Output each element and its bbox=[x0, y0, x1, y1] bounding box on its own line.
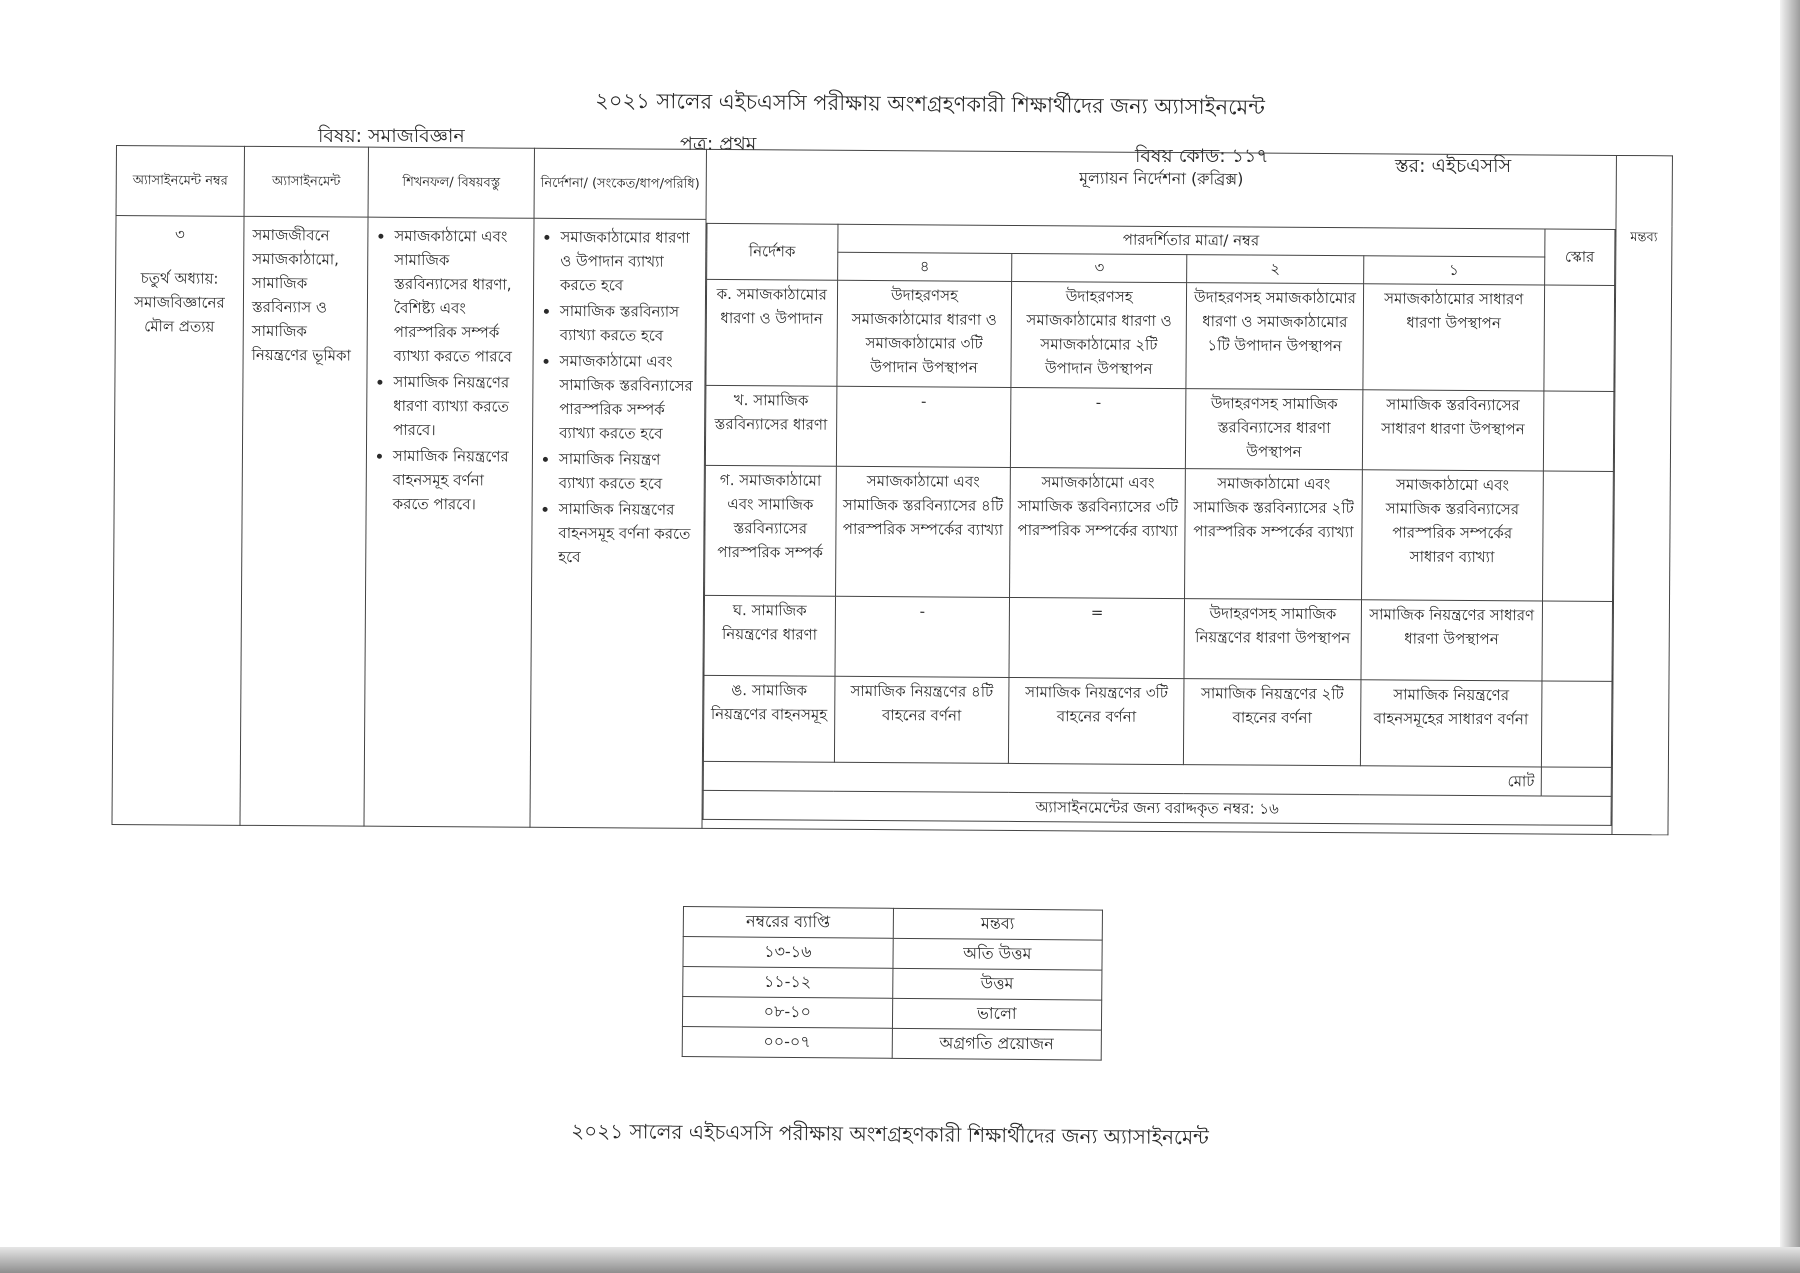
rubric-total-label: মোট bbox=[703, 761, 1541, 796]
rubric-row bbox=[705, 465, 1614, 601]
header-instructions: নির্দেশনা/ (সংকেত/ধাপ/পরিধি) bbox=[534, 148, 706, 219]
range-comment-header: মন্তব্য bbox=[893, 908, 1103, 940]
rubric-score-cell bbox=[1542, 471, 1613, 601]
page-edge-shadow bbox=[1780, 0, 1800, 1273]
rubric-level-3: ৩ bbox=[1012, 253, 1187, 282]
rubric-cell: সামাজিক নিয়ন্ত্রণের ২টি বাহনের বর্ণনা bbox=[1184, 679, 1361, 766]
rubric-cell: সামাজিক নিয়ন্ত্রণের সাধারণ ধারণা উপস্থাপন bbox=[1361, 600, 1542, 681]
rubric-cell: সমাজকাঠামো এবং সামাজিক স্তরবিন্যাসের ২টি পারস্পরিক সম্পর্কের ব্যাখ্যা bbox=[1185, 469, 1363, 600]
rubric-table bbox=[703, 223, 1616, 826]
rubric-row bbox=[705, 385, 1614, 471]
header-assignment: অ্যাসাইনমেন্ট bbox=[244, 146, 368, 217]
document-title: ২০২১ সালের এইচএসসি পরীক্ষায় অংশগ্রহণকারী শিক্ষার্থীদের জন্য অ্যাসাইনমেন্ট bbox=[595, 88, 1265, 120]
assignment-table bbox=[111, 145, 1672, 835]
level-label: স্তর: এইচএসসি bbox=[1395, 155, 1512, 177]
instruction-item: • সমাজকাঠামো এবং সামাজিক স্তরবিন্যাসের পারস্পরিক সম্পর্ক ব্যাখ্যা করতে হবে bbox=[559, 349, 697, 446]
chapter-label: চতুর্থ অধ্যায়: সমাজবিজ্ঞানের মৌল প্রত্যয় bbox=[134, 269, 225, 336]
rubric-level-2: ২ bbox=[1187, 255, 1364, 284]
rubric-total-cell bbox=[1541, 767, 1612, 796]
rubric-indicator-header: নির্দেশক bbox=[707, 223, 838, 280]
range-value: ০৮-১০ bbox=[682, 997, 892, 1029]
learning-outcome-cell bbox=[364, 217, 534, 827]
rubric-cell: - bbox=[836, 386, 1011, 467]
rubric-cell: - bbox=[1011, 387, 1186, 468]
rubric-score-cell bbox=[1543, 391, 1614, 471]
rubric-cell: সামাজিক নিয়ন্ত্রণের ৪টি বাহনের বর্ণনা bbox=[834, 676, 1009, 763]
learning-outcome-item: • সমাজকাঠামো এবং সামাজিক স্তরবিন্যাসের ধারণা, বৈশিষ্ট্য এবং পারস্পরিক সম্পর্ক ব্যাখ্যা করতে পারবে bbox=[394, 224, 526, 369]
rubric-cell: উদাহরণসহ সমাজকাঠামোর ধারণা ও সমাজকাঠামোর ৩টি উপাদান উপস্থাপন bbox=[836, 280, 1011, 387]
header-assignment-no: অ্যাসাইনমেন্ট নম্বর bbox=[116, 146, 244, 217]
rubric-row bbox=[704, 595, 1613, 681]
instruction-item: • সামাজিক নিয়ন্ত্রণ ব্যাখ্যা করতে হবে bbox=[559, 447, 696, 496]
range-header: নম্বরের ব্যাপ্তি bbox=[683, 907, 893, 939]
rubric-cell: সামাজিক স্তরবিন্যাসের সাধারণ ধারণা উপস্থাপন bbox=[1362, 390, 1543, 471]
header-remarks: মন্তব্য bbox=[1612, 155, 1673, 834]
rubric-cell: উদাহরণসহ সমাজকাঠামোর ধারণা ও সমাজকাঠামোর ২টি উপাদান উপস্থাপন bbox=[1011, 281, 1186, 388]
footer-title: ২০২১ সালের এইচএসসি পরীক্ষায় অংশগ্রহণকারী শিক্ষার্থীদের জন্য অ্যাসাইনমেন্ট bbox=[571, 1118, 1209, 1150]
rubric-cell: সমাজকাঠামো এবং সামাজিক স্তরবিন্যাসের পারস্পরিক সম্পর্কের সাধারণ ব্যাখ্যা bbox=[1361, 470, 1543, 601]
rubric-cell: - bbox=[835, 596, 1010, 677]
rubric-cell: সমাজকাঠামো এবং সামাজিক স্তরবিন্যাসের ৩টি পারস্পরিক সম্পর্কের ব্যাখ্যা bbox=[1010, 467, 1186, 598]
table-row bbox=[682, 997, 1101, 1031]
learning-outcome-item: • সামাজিক নিয়ন্ত্রণের বাহনসমূহ বর্ণনা করতে পারবে। bbox=[393, 444, 524, 517]
rubric-indicator: ক. সমাজকাঠামোর ধারণা ও উপাদান bbox=[706, 279, 837, 386]
instructions-cell bbox=[530, 218, 706, 828]
rubric-score-cell bbox=[1542, 601, 1613, 681]
rubric-score-header: স্কোর bbox=[1544, 229, 1615, 285]
range-value: ১৩-১৬ bbox=[683, 937, 893, 969]
rubric-cell: উদাহরণসহ সামাজিক স্তরবিন্যাসের ধারণা উপস্থাপন bbox=[1185, 389, 1362, 470]
score-range-table bbox=[682, 906, 1103, 1061]
range-comment: ভালো bbox=[892, 998, 1102, 1030]
rubric-level-header: পারদর্শিতার মাত্রা/ নম্বর bbox=[837, 224, 1544, 257]
rubric-cell: সমাজকাঠামোর সাধারণ ধারণা উপস্থাপন bbox=[1363, 284, 1544, 391]
header-evaluation: মূল্যায়ন নির্দেশনা (রুব্রিক্স) bbox=[1079, 168, 1244, 189]
page-bottom-shadow bbox=[0, 1247, 1800, 1273]
paper-label: পত্র: প্রথম bbox=[680, 133, 757, 155]
allocated-marks: অ্যাসাইনমেন্টের জন্য বরাদ্দকৃত নম্বর: ১৬ bbox=[703, 790, 1611, 825]
rubric-indicator: গ. সমাজকাঠামো এবং সামাজিক স্তরবিন্যাসের পারস্পরিক সম্পর্ক bbox=[705, 465, 836, 596]
evaluation-cell bbox=[702, 149, 1616, 834]
range-comment: অগ্রগতি প্রয়োজন bbox=[892, 1028, 1102, 1060]
rubric-row bbox=[706, 279, 1615, 391]
rubric-cell: সামাজিক নিয়ন্ত্রণের ৩টি বাহনের বর্ণনা bbox=[1009, 677, 1184, 764]
range-value: ১১-১২ bbox=[683, 967, 893, 999]
rubric-indicator: ঙ. সামাজিক নিয়ন্ত্রণের বাহনসমূহ bbox=[703, 675, 834, 762]
rubric-level-4: ৪ bbox=[837, 252, 1012, 281]
rubric-cell: উদাহরণসহ সামাজিক নিয়ন্ত্রণের ধারণা উপস্থাপন bbox=[1184, 599, 1361, 680]
subject-code-label: বিষয় কোড: ১১৭ bbox=[1135, 145, 1269, 167]
rubric-cell: = bbox=[1009, 597, 1184, 678]
table-row bbox=[683, 967, 1102, 1001]
rubric-cell: সামাজিক নিয়ন্ত্রণের বাহনসমূহের সাধারণ বর্ণনা bbox=[1360, 680, 1541, 767]
score-range-table-wrapper bbox=[682, 906, 1103, 1061]
table-row bbox=[683, 937, 1102, 971]
rubric-cell: উদাহরণসহ সমাজকাঠামোর ধারণা ও সমাজকাঠামোর ১টি উপাদান উপস্থাপন bbox=[1186, 283, 1363, 390]
rubric-cell: সমাজকাঠামো এবং সামাজিক স্তরবিন্যাসের ৪টি পারস্পরিক সম্পর্কের ব্যাখ্যা bbox=[835, 466, 1011, 597]
assignment-table-wrapper bbox=[111, 145, 1672, 885]
header-learning-outcome: শিখনফল/ বিষয়বস্তু bbox=[368, 147, 534, 218]
instruction-item: • সামাজিক স্তরবিন্যাস ব্যাখ্যা করতে হবে bbox=[560, 299, 697, 348]
subject-label: বিষয়: সমাজবিজ্ঞান bbox=[318, 125, 465, 147]
instruction-item: • সামাজিক নিয়ন্ত্রণের বাহনসমূহ বর্ণনা করতে হবে bbox=[558, 497, 695, 570]
rubric-indicator: ঘ. সামাজিক নিয়ন্ত্রণের ধারণা bbox=[704, 595, 835, 676]
assignment-number: ৩ bbox=[174, 225, 185, 244]
assignment-text: সমাজজীবনে সমাজকাঠামো, সামাজিক স্তরবিন্যাস ও সামাজিক নিয়ন্ত্রণের ভূমিকা bbox=[240, 216, 368, 826]
range-comment: উত্তম bbox=[892, 968, 1102, 1000]
assignment-number-cell bbox=[112, 216, 244, 826]
rubric-score-cell bbox=[1544, 285, 1615, 391]
rubric-score-cell bbox=[1541, 681, 1612, 767]
range-comment: অতি উত্তম bbox=[892, 938, 1102, 970]
range-value: ০০-০৭ bbox=[682, 1026, 892, 1058]
rubric-indicator: খ. সামাজিক স্তরবিন্যাসের ধারণা bbox=[705, 385, 836, 466]
learning-outcome-item: • সামাজিক নিয়ন্ত্রণের ধারণা ব্যাখ্যা করতে পারবে। bbox=[393, 370, 524, 443]
rubric-row bbox=[703, 675, 1612, 767]
rubric-level-1: ১ bbox=[1363, 256, 1544, 285]
instruction-item: • সমাজকাঠামোর ধারণা ও উপাদান ব্যাখ্যা করতে হবে bbox=[560, 225, 697, 298]
table-row bbox=[682, 1026, 1101, 1060]
